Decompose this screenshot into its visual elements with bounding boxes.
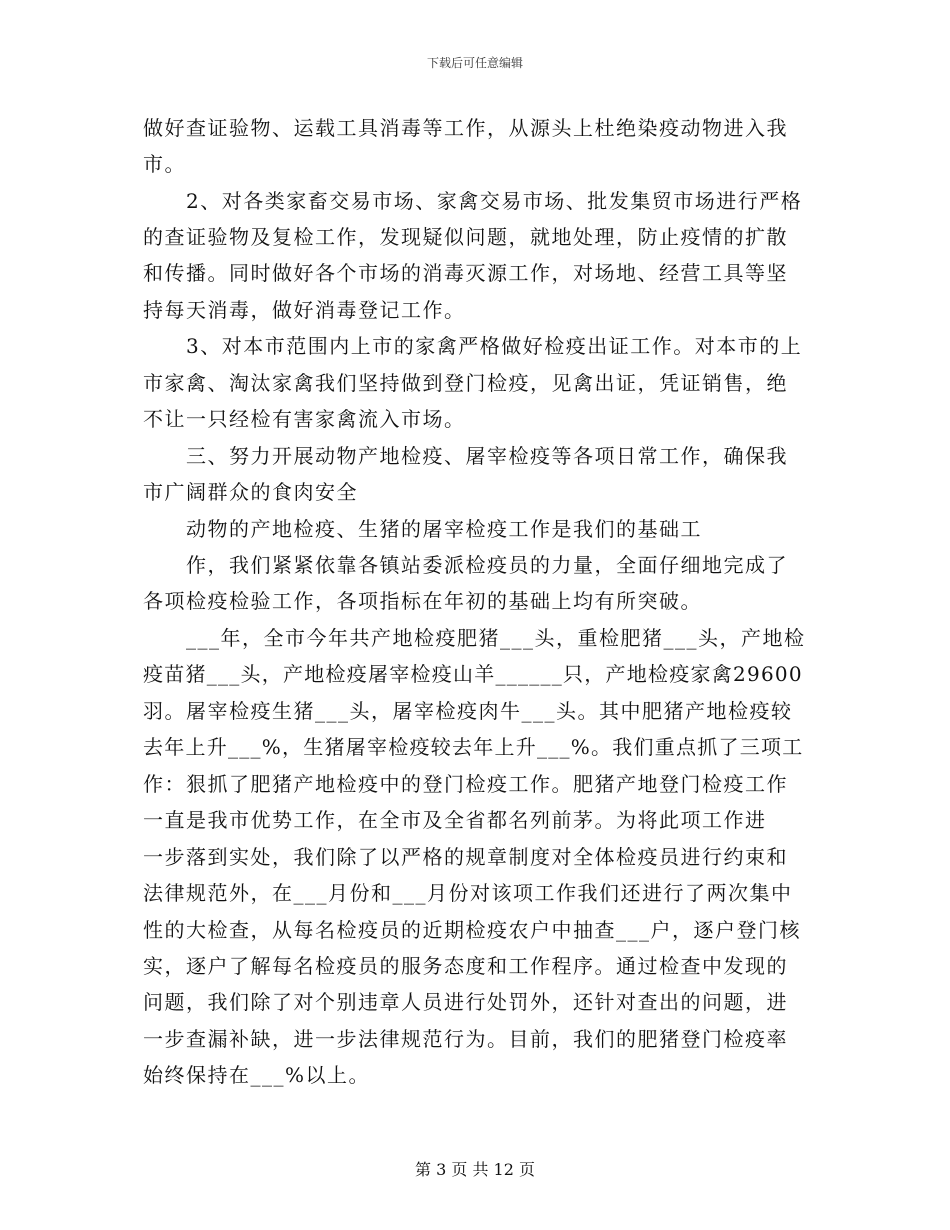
page-header: 下载后可任意编辑 [426,56,523,70]
text-line: 疫苗猪___头，产地检疫屠宰检疫山羊______只，产地检疫家禽29600 [143,662,803,686]
text-line: 市。 [143,152,186,176]
text-line: 3、对本市范围内上市的家禽严格做好检疫出证工作。对本市的上 [186,334,803,358]
text-line: 市广阔群众的食肉安全 [143,480,358,504]
text-line: 作：狠抓了肥猪产地检疫中的登门检疫工作。肥猪产地登门检疫工作 [143,772,788,796]
text-line: 始终保持在___%以上。 [143,1063,371,1087]
text-line: 的查证验物及复检工作，发现疑似问题，就地处理，防止疫情的扩散 [143,225,788,249]
text-line: 做好查证验物、运载工具消毒等工作，从源头上杜绝染疫动物进入我 [143,116,788,140]
text-line: 实，逐户了解每名检疫员的服务态度和工作程序。通过检查中发现的 [143,954,788,978]
text-line: 一步查漏补缺，进一步法律规范行为。目前，我们的肥猪登门检疫率 [143,1027,788,1051]
text-line: 各项检疫检验工作，各项指标在年初的基础上均有所突破。 [143,589,702,613]
text-line: 持每天消毒，做好消毒登记工作。 [143,298,466,322]
text-line: ___年，全市今年共产地检疫肥猪___头，重检肥猪___头，产地检 [186,626,806,650]
text-line: 性的大检查，从每名检疫员的近期检疫农户中抽查___户，逐户登门核 [143,918,801,942]
text-line: 一步落到实处，我们除了以严格的规章制度对全体检疫员进行约束和 [143,845,788,869]
text-line: 法律规范外，在___月份和___月份对该项工作我们还进行了两次集中 [143,881,793,905]
text-line: 2、对各类家畜交易市场、家禽交易市场、批发集贸市场进行严格 [186,189,803,213]
page-number: 第 3 页 共 12 页 [415,1160,535,1179]
text-line: 动物的产地检疫、生猪的屠宰检疫工作是我们的基础工 [186,517,702,541]
text-line: 市家禽、淘汰家禽我们坚持做到登门检疫，见禽出证，凭证销售，绝 [143,371,788,395]
text-line: 去年上升___%，生猪屠宰检疫较去年上升___%。我们重点抓了三项工 [143,735,804,759]
text-line: 一直是我市优势工作，在全市及全省都名列前茅。为将此项工作进 [143,808,767,832]
text-line: 三、努力开展动物产地检疫、屠宰检疫等各项日常工作，确保我 [186,444,788,468]
text-line: 和传播。同时做好各个市场的消毒灭源工作，对场地、经营工具等坚 [143,261,788,285]
text-line: 问题，我们除了对个别违章人员进行处罚外，还针对查出的问题，进 [143,990,788,1014]
text-line: 不让一只经检有害家禽流入市场。 [143,407,466,431]
text-line: 作，我们紧紧依靠各镇站委派检疫员的力量，全面仔细地完成了 [186,553,788,577]
text-line: 羽。屠宰检疫生猪___头，屠宰检疫肉牛___头。其中肥猪产地检疫较 [143,699,793,723]
